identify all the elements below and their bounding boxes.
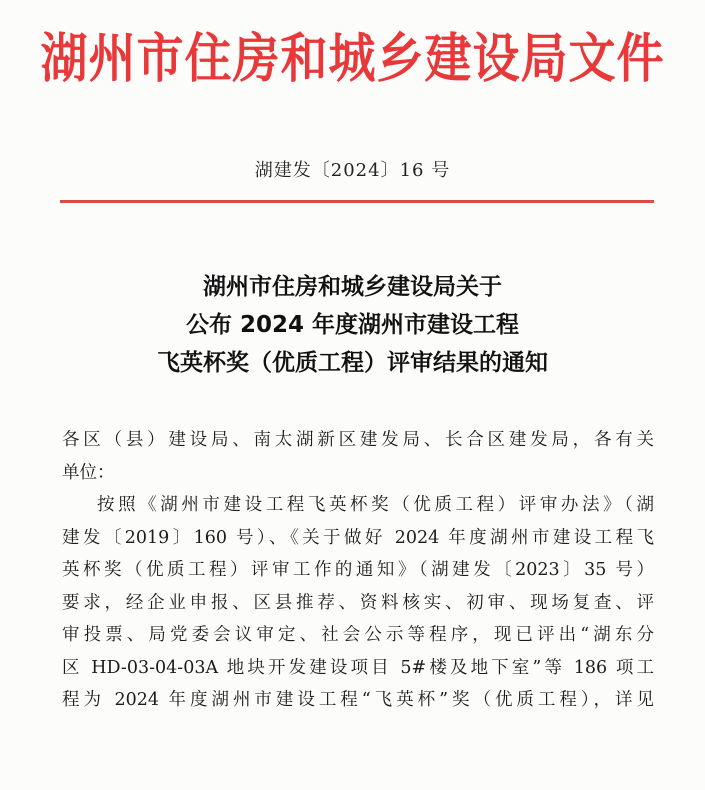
paragraph-line-3: 英杯奖（优质工程）评审工作的通知》（湖建发〔2023〕35 号）: [62, 560, 654, 580]
issuer-header-title: 湖州市住房和城乡建设局文件: [40, 28, 665, 90]
document-number: 湖建发〔2024〕16 号: [254, 160, 451, 181]
addressee-line-2: 单位：: [62, 462, 115, 483]
notice-title-line-1: 湖州市住房和城乡建设局关于: [203, 274, 502, 300]
paragraph-line-6: 区 HD-03-04-03A 地块开发建设项目 5#楼及地下室”等 186 项工: [62, 657, 654, 678]
paragraph-line-2: 建发〔2019〕160 号）、《关于做好 2024 年度湖州市建设工程飞: [62, 527, 654, 548]
notice-title-line-3: 飞英杯奖（优质工程）评审结果的通知: [157, 350, 548, 376]
addressee-line-1: 各区（县）建设局、南太湖新区建发局、长合区建发局，各有关: [62, 430, 654, 450]
paragraph-line-5: 审投票、局党委会议审定、社会公示等程序，现已评出“湖东分: [62, 625, 654, 645]
notice-title: [0, 268, 705, 382]
paragraph-line-4: 要求，经企业申报、区县推荐、资料核实、初审、现场复查、评: [62, 592, 654, 613]
notice-body: [62, 424, 654, 717]
paragraph-line-1: 按照《湖州市建设工程飞英杯奖（优质工程）评审办法》（湖: [97, 495, 654, 515]
paragraph-line-7: 程为 2024 年度湖州市建设工程“飞英杯”奖（优质工程），详见: [62, 690, 654, 710]
red-separator-line: [60, 200, 654, 203]
notice-title-line-2: 公布 2024 年度湖州市建设工程: [185, 312, 520, 338]
